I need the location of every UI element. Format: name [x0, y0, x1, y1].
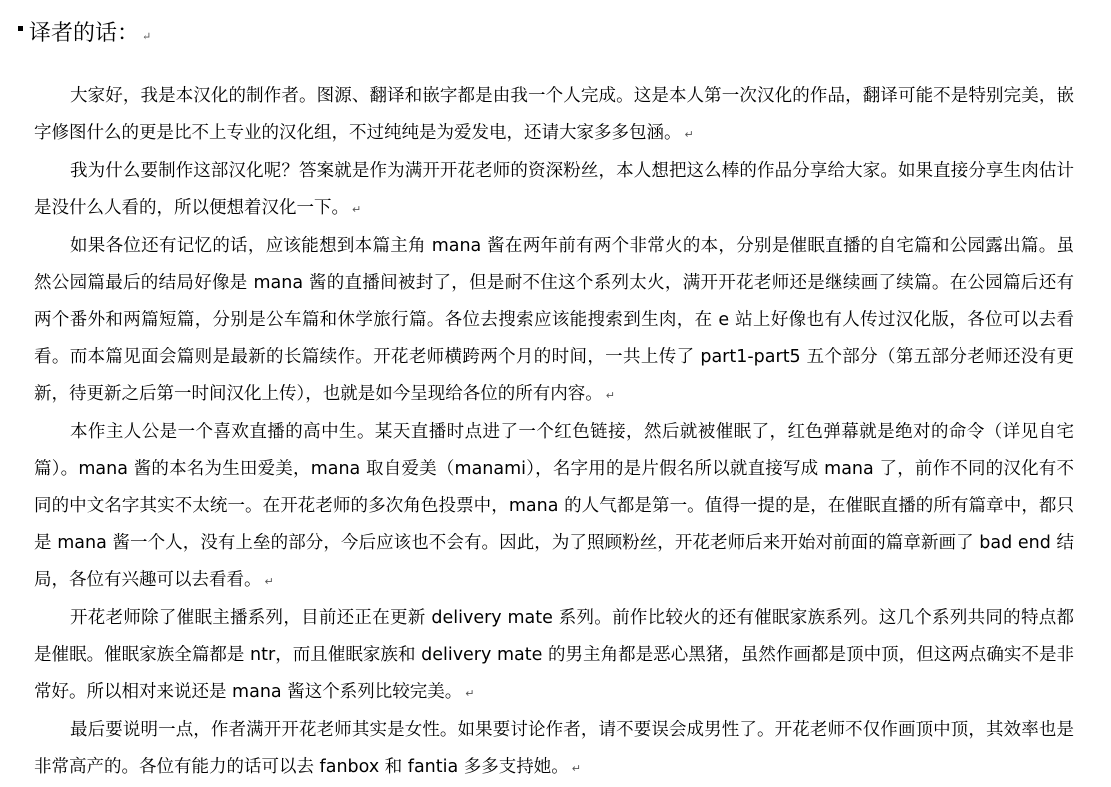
paragraph-mark-icon: ↵ — [684, 128, 694, 141]
paragraph-text: 本作主人公是一个喜欢直播的高中生。某天直播时点进了一个红色链接，然后就被催眠了，红色弹幕就是绝对的命令（详见自宅篇）。mana 酱的本名为生田爱美，mana 取自爱美（manami），名字用的是片假名所以就直接写成 mana 了，前作不同的汉化有不同的中文名字其实不太统一。在开花老师的多次角色投票中，mana 的人气都是第一。值得一提的是，在催眠直播的所有篇章中，都只是 mana 酱一个人，没有上垒的部分，今后应该也不会有。因此，为了照顾粉丝，开花老师后来开始对前面的篇章新画了 bad end 结局，各位有兴趣可以去看看。 — [34, 422, 1074, 590]
paragraph-mark-icon: ↵ — [465, 687, 475, 700]
paragraph-5 — [34, 600, 1074, 712]
paragraph-text: 开花老师除了催眠主播系列，目前还正在更新 delivery mate 系列。前作比较火的还有催眠家族系列。这几个系列共同的特点都是催眠。催眠家族全篇都是 ntr，而且催眠家族和 delivery mate 的男主角都是恶心黑猪，虽然作画都是顶中顶，但这两点确实不是非常好。所以相对来说还是 mana 酱这个系列比较完美。 — [34, 608, 1074, 702]
heading-text: 译者的话： — [29, 21, 140, 46]
document-body — [34, 78, 1074, 787]
paragraph-text: 我为什么要制作这部汉化呢？答案就是作为满开开花老师的资深粉丝，本人想把这么棒的作品分享给大家。如果直接分享生肉估计是没什么人看的，所以便想着汉化一下。 — [34, 161, 1074, 218]
heading — [18, 18, 151, 53]
paragraph-4 — [34, 414, 1074, 600]
paragraph-mark-icon: ↵ — [264, 575, 274, 588]
paragraph-mark-icon: ↵ — [605, 389, 615, 402]
paragraph-mark-icon: ↵ — [571, 762, 582, 775]
paragraph-2 — [34, 153, 1074, 228]
paragraph-3 — [34, 228, 1074, 414]
paragraph-text: 大家好，我是本汉化的制作者。图源、翻译和嵌字都是由我一个人完成。这是本人第一次汉化的作品，翻译可能不是特别完美，嵌字修图什么的更是比不上专业的汉化组，不过纯纯是为爱发电，还请大家多多包涵。 — [34, 86, 1074, 143]
paragraph-mark-icon: ↵ — [142, 30, 152, 43]
paragraph-1 — [34, 78, 1074, 153]
paragraph-mark-icon: ↵ — [352, 203, 362, 216]
paragraph-text: 最后要说明一点，作者满开开花老师其实是女性。如果要讨论作者，请不要误会成男性了。开花老师不仅作画顶中顶，其效率也是非常高产的。各位有能力的话可以去 fanbox 和 fantia 多多支持她。 — [34, 720, 1074, 777]
paragraph-text: 如果各位还有记忆的话，应该能想到本篇主角 mana 酱在两年前有两个非常火的本，分别是催眠直播的自宅篇和公园露出篇。虽然公园篇最后的结局好像是 mana 酱的直播间被封了，但是耐不住这个系列太火，满开开花老师还是继续画了续篇。在公园篇后还有两个番外和两篇短篇，分别是公车篇和休学旅行篇。各位去搜索应该能搜索到生肉，在 e 站上好像也有人传过汉化版，各位可以去看看。而本篇见面会篇则是最新的长篇续作。开花老师横跨两个月的时间，一共上传了 part1-part5 五个部分（第五部分老师还没有更新，待更新之后第一时间汉化上传），也就是如今呈现给各位的所有内容。 — [34, 236, 1074, 404]
bullet-icon — [18, 26, 23, 31]
paragraph-6 — [34, 712, 1074, 787]
